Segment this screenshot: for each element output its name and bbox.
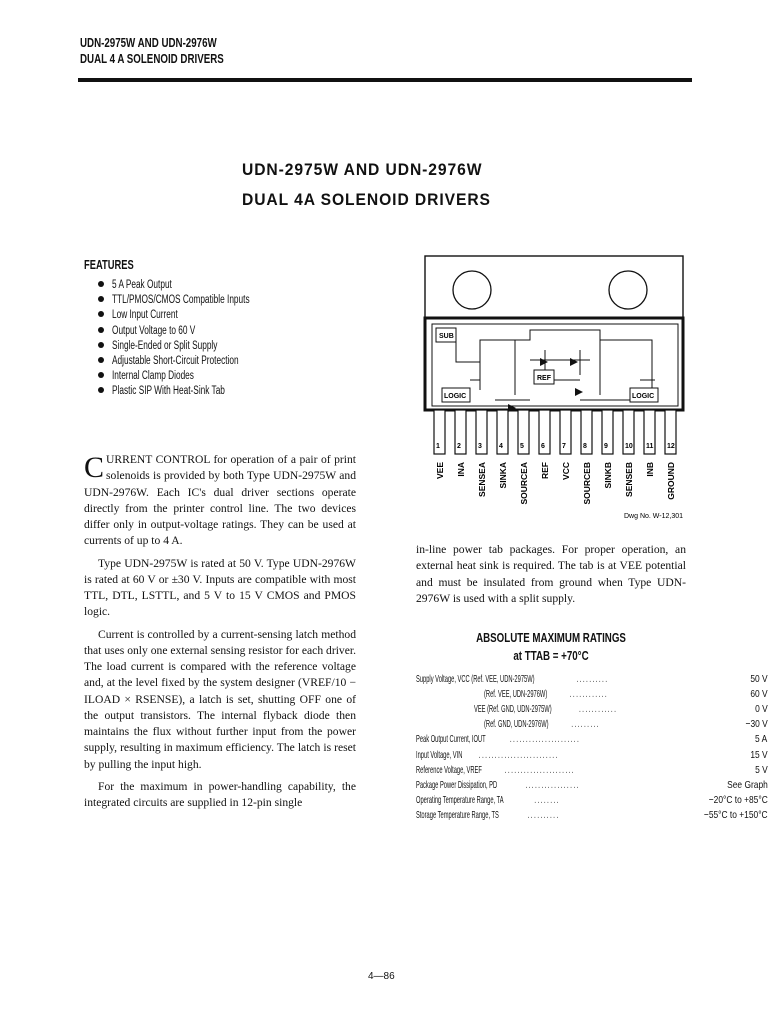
rating-label: VEE (Ref. GND, UDN-2975W) . . . . . . . . . . . . xyxy=(474,702,616,715)
table-row xyxy=(416,747,768,762)
pin-label: VEE xyxy=(435,462,445,480)
paragraph-right-1: in-line power tab packages. For proper operation, an external heat sink is required. The tab is at VEE potential and must be insulated from ground when Type UDN-2976W is used with a split supply. xyxy=(416,543,686,605)
page-title-line1: UDN-2975W AND UDN-2976W xyxy=(242,160,483,179)
pin-number: 10 xyxy=(625,443,633,450)
pin-number: 11 xyxy=(646,443,654,450)
paragraph-1: URRENT CONTROL for operation of a pair of print solenoids is provided by both Type UDN-2975W and UDN-2976W. Each IC's dual driver sections operate directly from the printer control line. The two devices differ only in output-voltage ratings. They can be used at currents of up to 4 A. xyxy=(84,453,356,548)
bullet-icon xyxy=(98,342,104,348)
list-item: Plastic SIP With Heat-Sink Tab xyxy=(98,385,303,400)
features-heading: FEATURES xyxy=(84,257,134,272)
table-row xyxy=(416,717,768,732)
rating-value: −30 V xyxy=(745,718,768,731)
pin-row xyxy=(434,410,676,454)
pin-label: REF xyxy=(540,462,550,479)
table-row xyxy=(416,793,768,808)
rating-value: 5 A xyxy=(755,733,768,746)
rating-label: Storage Temperature Range, TS . . . . . . . . . . xyxy=(416,809,559,822)
body-text-left xyxy=(84,452,356,811)
pin-label: GROUND xyxy=(666,462,676,500)
paragraph-2: Type UDN-2975W is rated at 50 V. Type UDN-2976W is rated at 60 V or ±30 V. Inputs are compatible with most TTL, DTL, LSTTL, and 5 V to 15 V CMOS and PMOS logic. xyxy=(84,556,356,619)
pin-label: SOURCEB xyxy=(582,462,592,505)
logic-label-left: LOGIC xyxy=(444,393,467,400)
rating-value: 15 V xyxy=(750,748,768,761)
pin-number: 3 xyxy=(478,443,482,450)
list-item: Low Input Current xyxy=(98,309,303,324)
rating-label: Peak Output Current, IOUT. . . . . . . . . . . . . . . . . . . . . . xyxy=(416,733,579,746)
rating-label: (Ref. GND, UDN-2976W). . . . . . . . . xyxy=(484,718,599,731)
table-row xyxy=(416,762,768,777)
pin-label: SINKA xyxy=(498,462,508,489)
rating-value: −20°C to +85°C xyxy=(708,794,768,807)
clamp-diode-a-icon xyxy=(540,358,548,366)
list-item: 5 A Peak Output xyxy=(98,279,303,294)
rating-label: Package Power Dissipation, PD . . . . . . . . . . . . . . . . . xyxy=(416,778,579,791)
ratings-table xyxy=(416,671,768,823)
drop-cap: C xyxy=(84,451,105,484)
pin-number: 9 xyxy=(604,443,608,450)
body-text-right xyxy=(416,542,686,607)
page-title-line2: DUAL 4A SOLENOID DRIVERS xyxy=(242,190,491,209)
pin-number: 12 xyxy=(667,443,675,450)
rating-value: −55°C to +150°C xyxy=(703,809,768,822)
pin-label: SINKB xyxy=(603,462,613,489)
header-rule xyxy=(78,78,692,82)
mounting-hole-right-icon xyxy=(609,271,647,309)
table-row xyxy=(416,686,768,701)
running-header-line1: UDN-2975W AND UDN-2976W xyxy=(80,36,217,50)
paragraph-3: Current is controlled by a current-sensing latch method that uses only one external sensing resistor for each driver. The load current is compared with the reference voltage and, at the level fixed by the system designer (VREF/10 − ILOAD × RSENSE), a latch is set, shutting OFF one of the output transistors. The internal flyback diode then maintains the flux without further input from the power supply, resulting in maximum efficiency. The latch is reset by pulling the input high. xyxy=(84,627,356,771)
list-item: Output Voltage to 60 V xyxy=(98,325,303,340)
table-row xyxy=(416,808,768,823)
drawing-number: Dwg No. W-12,301 xyxy=(624,513,684,520)
rating-value: 60 V xyxy=(750,687,768,700)
internal-wiring xyxy=(456,330,655,400)
pin-label: INA xyxy=(456,462,466,477)
pin-label-row xyxy=(435,462,676,505)
table-row xyxy=(416,777,768,792)
rating-value: 5 V xyxy=(754,763,768,776)
logic-label-right: LOGIC xyxy=(632,393,655,400)
table-row xyxy=(416,732,768,747)
pin-number: 1 xyxy=(436,443,440,450)
bullet-icon xyxy=(98,357,104,363)
rating-value: 0 V xyxy=(754,702,768,715)
ratings-heading: ABSOLUTE MAXIMUM RATINGS xyxy=(476,631,626,645)
pin-label: VCC xyxy=(561,462,571,480)
pin-number: 2 xyxy=(457,443,461,450)
bullet-icon xyxy=(98,296,104,302)
rating-value: See Graph xyxy=(726,778,768,791)
sub-label: SUB xyxy=(439,333,454,340)
list-item: TTL/PMOS/CMOS Compatible Inputs xyxy=(98,294,303,309)
bullet-icon xyxy=(98,387,104,393)
rating-value: 50 V xyxy=(750,672,768,685)
pin-number: 6 xyxy=(541,443,545,450)
bullet-icon xyxy=(98,311,104,317)
bullet-icon xyxy=(98,281,104,287)
bullet-icon xyxy=(98,327,104,333)
ratings-subheading: at TTAB = +70°C xyxy=(513,649,589,663)
page-number: 4—86 xyxy=(368,971,395,982)
pin-number: 7 xyxy=(562,443,566,450)
pin-label: SENSEB xyxy=(624,462,634,497)
paragraph-4: For the maximum in power-handling capability, the integrated circuits are supplied in 12-pin single xyxy=(84,779,356,809)
pin-number: 8 xyxy=(583,443,587,450)
pin-label: SENSEA xyxy=(477,462,487,497)
clamp-diode-b-icon xyxy=(570,358,578,366)
ref-label: REF xyxy=(537,375,551,382)
flyback-diode-b-icon xyxy=(575,388,583,396)
list-item: Adjustable Short-Circuit Protection xyxy=(98,355,303,370)
table-row xyxy=(416,701,768,716)
rating-label: Operating Temperature Range, TA . . . . . . . . xyxy=(416,794,559,807)
table-row xyxy=(416,671,768,686)
running-header-line2: DUAL 4 A SOLENOID DRIVERS xyxy=(80,52,224,66)
pin-label: SOURCEA xyxy=(519,462,529,505)
rating-label: Input Voltage, VIN. . . . . . . . . . . . . . . . . . . . . . . . . xyxy=(416,748,557,761)
rating-label: (Ref. VEE, UDN-2976W). . . . . . . . . . . . xyxy=(484,687,607,700)
pin-label: INB xyxy=(645,462,655,477)
heat-sink-tab xyxy=(425,256,683,318)
features-list xyxy=(98,279,303,401)
pin-number: 5 xyxy=(520,443,524,450)
pinout-diagram xyxy=(420,250,690,540)
rating-label: Reference Voltage, VREF. . . . . . . . . . . . . . . . . . . . . . xyxy=(416,763,574,776)
list-item: Internal Clamp Diodes xyxy=(98,370,303,385)
list-item: Single-Ended or Split Supply xyxy=(98,340,303,355)
bullet-icon xyxy=(98,372,104,378)
pin-number: 4 xyxy=(499,443,503,450)
rating-label: Supply Voltage, VCC (Ref. VEE, UDN-2975W) . . . . . . . . . . xyxy=(416,672,607,685)
mounting-hole-left-icon xyxy=(453,271,491,309)
